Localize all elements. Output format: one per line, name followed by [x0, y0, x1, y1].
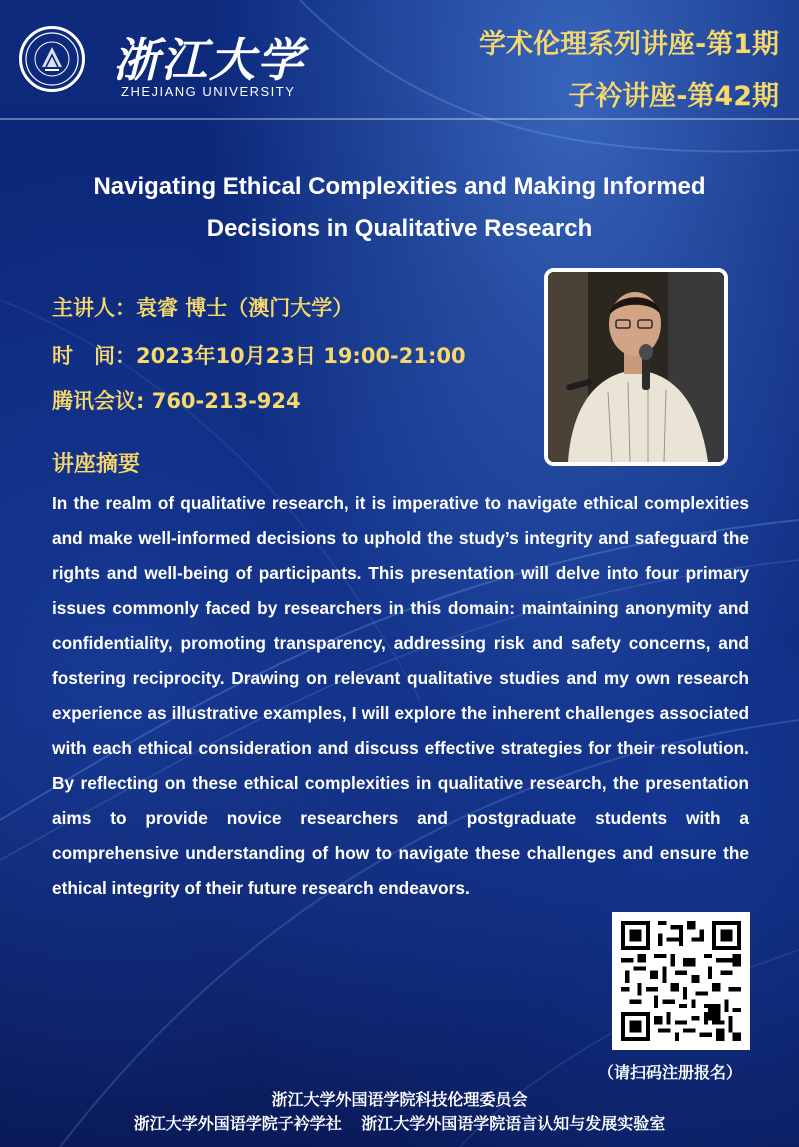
footer-organizer-1: 浙江大学外国语学院科技伦理委员会 — [271, 1090, 528, 1109]
series-line-1: 学术伦理系列讲座-第1期 — [479, 29, 779, 60]
speaker-info: 主讲人：袁睿 博士（澳门大学） — [52, 296, 354, 320]
meeting-info: 腾讯会议: 760-213-924 — [52, 389, 301, 413]
series-line-2: 子衿讲座-第42期 — [568, 81, 779, 112]
lecture-title: Navigating Ethical Complexities and Making Informed Decisions in Qualitative Research — [93, 173, 706, 242]
university-name-cn: 浙江大学 — [113, 33, 305, 87]
footer-organizer-2: 浙江大学外国语学院子衿学社 浙江大学外国语学院语言认知与发展实验室 — [133, 1114, 666, 1133]
qr-caption: （请扫码注册报名） — [598, 1063, 743, 1082]
time-info: 时 间：2023年10月23日 19:00-21:00 — [52, 344, 466, 368]
header — [0, 0, 799, 118]
zhejiang-university-seal-icon — [19, 26, 85, 92]
header-divider — [0, 118, 799, 120]
abstract-heading: 讲座摘要 — [52, 452, 141, 477]
qr-code-icon[interactable] — [612, 912, 750, 1050]
abstract-body: In the realm of qualitative research, it is imperative to navigate ethical complexities and make well-informed decisions to uphold the study’s integrity and safeguard the rights and well-being of participants. This presentation will delve into four primary issues commonly faced by researchers in this domain: maintaining anonymity and confidentiality, promoting transparency, addressing risk and safety concerns, and fostering reciprocity. Drawing on relevant qualitative studies and my own research experience as illustrative examples, I will explore the inherent challenges associated with each ethical consideration and discuss effective strategies for their resolution. By reflecting on these ethical complexities in qualitative research, the presentation aims to provide novice researchers and postgraduate students with a comprehensive understanding of how to navigate these challenges and ensure the ethical integrity of their future research endeavors. — [52, 493, 749, 898]
university-name-en: ZHEJIANG UNIVERSITY — [121, 84, 296, 99]
speaker-photo — [544, 268, 728, 466]
